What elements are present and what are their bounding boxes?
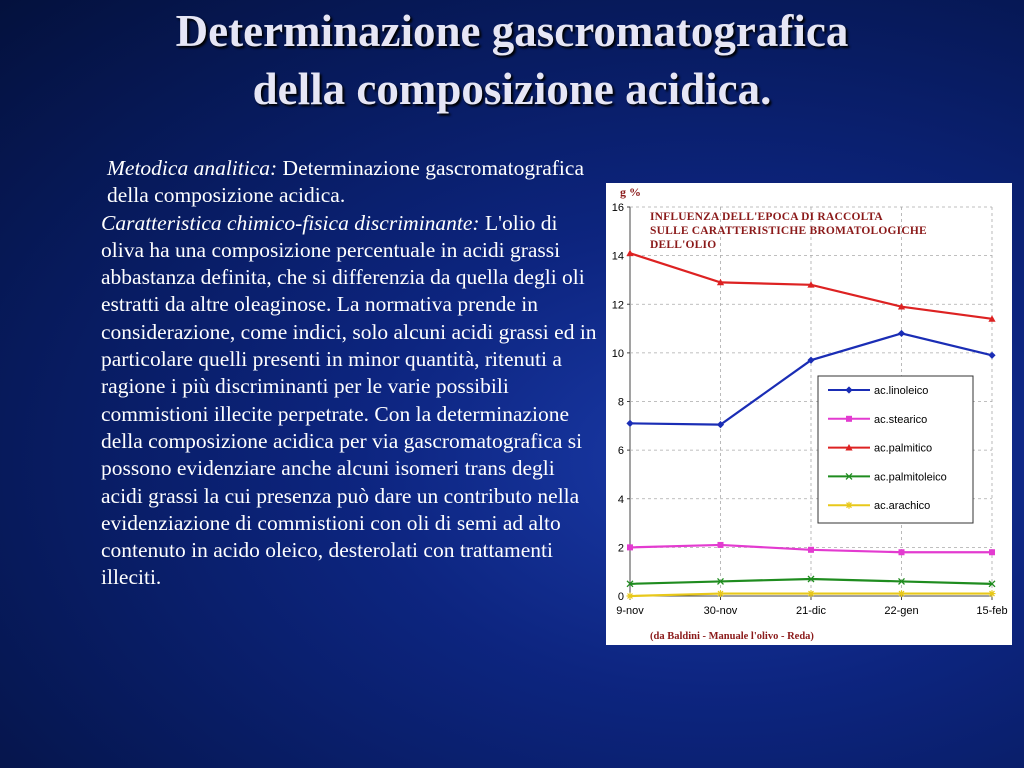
paragraph-characteristic (101, 210, 599, 592)
data-point-ac.arachico (808, 590, 815, 597)
data-point-ac.linoleico (898, 330, 905, 337)
x-tick-label: 15-feb (976, 605, 1008, 617)
y-tick-label: 8 (617, 396, 624, 409)
data-point-ac.palmitico (626, 250, 633, 256)
y-tick-label: 2 (617, 542, 624, 555)
x-tick-label: 21-dic (796, 605, 826, 617)
y-tick-label: 16 (611, 202, 624, 214)
legend-label: ac.stearico (874, 413, 928, 426)
y-tick-label: 0 (617, 591, 624, 603)
y-axis-label: g % (620, 185, 641, 199)
y-tick-label: 14 (611, 250, 624, 263)
legend-label: ac.palmitoleico (874, 471, 947, 484)
data-point-ac.arachico (717, 590, 724, 597)
data-point-ac.arachico (989, 590, 996, 597)
y-tick-label: 10 (611, 347, 624, 360)
y-tick-label: 12 (611, 299, 624, 312)
x-tick-label: 30-nov (703, 605, 738, 617)
characteristic-label: Caratteristica chimico-fisica discriminante: (101, 210, 480, 235)
y-tick-label: 6 (617, 445, 624, 458)
data-point-ac.stearico (899, 549, 905, 555)
data-point-ac.stearico (808, 547, 814, 553)
x-tick-label: 9-nov (616, 605, 644, 617)
paragraph-method (101, 155, 599, 210)
title-line-1: Determinazione gascromatografica (175, 6, 849, 56)
chart-title-line: DELL'OLIO (650, 239, 717, 251)
line-chart (606, 183, 1012, 645)
data-point-ac.stearico (718, 542, 724, 548)
legend-marker (846, 416, 852, 422)
data-point-ac.arachico (898, 590, 905, 597)
characteristic-text: L'olio di oliva ha una composizione percentuale in acidi grassi abbastanza definita, che si differenzia da quella degli oli estratti da altre oleaginose. La normativa prende in considerazione, come indici, solo alcuni acidi grassi ed in particolare quelli presenti in minor quantità, ritenuti a ragione i più discriminanti per le varie possibili commistioni illecite perpetrate. Con la determinazione della composizione acidica per via gascromatografica si possono evidenziare anche alcuni isomeri trans degli acidi grassi la cui presenza può dare un contributo nella evidenziazione di commistioni con oli di semi ad alto contenuto in acido oleico, desterolati con trattamenti illeciti. (101, 210, 597, 590)
legend-label: ac.linoleico (874, 385, 929, 397)
chart-source: (da Baldini - Manuale l'olivo - Reda) (650, 631, 814, 642)
legend-marker (846, 502, 853, 509)
method-text: Determinazione gascromatografica della composizione acidica. (107, 156, 584, 208)
data-point-ac.linoleico (988, 352, 995, 359)
body-text (101, 155, 599, 592)
legend-label: ac.arachico (874, 500, 931, 513)
data-point-ac.linoleico (626, 420, 633, 427)
method-label: Metodica analitica: (107, 156, 278, 180)
chart-container (606, 183, 1012, 645)
data-point-ac.stearico (989, 549, 995, 555)
title-line-2: della composizione acidica. (252, 64, 772, 114)
chart-title-line: SULLE CARATTERISTICHE BROMATOLOGICHE (650, 225, 927, 237)
data-point-ac.stearico (627, 544, 633, 550)
y-tick-label: 4 (617, 493, 624, 506)
slide-title (0, 2, 1024, 118)
chart-title-line: INFLUENZA DELL'EPOCA DI RACCOLTA (650, 211, 883, 223)
x-tick-label: 22-gen (884, 605, 919, 617)
legend-label: ac.palmitico (874, 442, 933, 455)
data-point-ac.arachico (627, 593, 634, 600)
